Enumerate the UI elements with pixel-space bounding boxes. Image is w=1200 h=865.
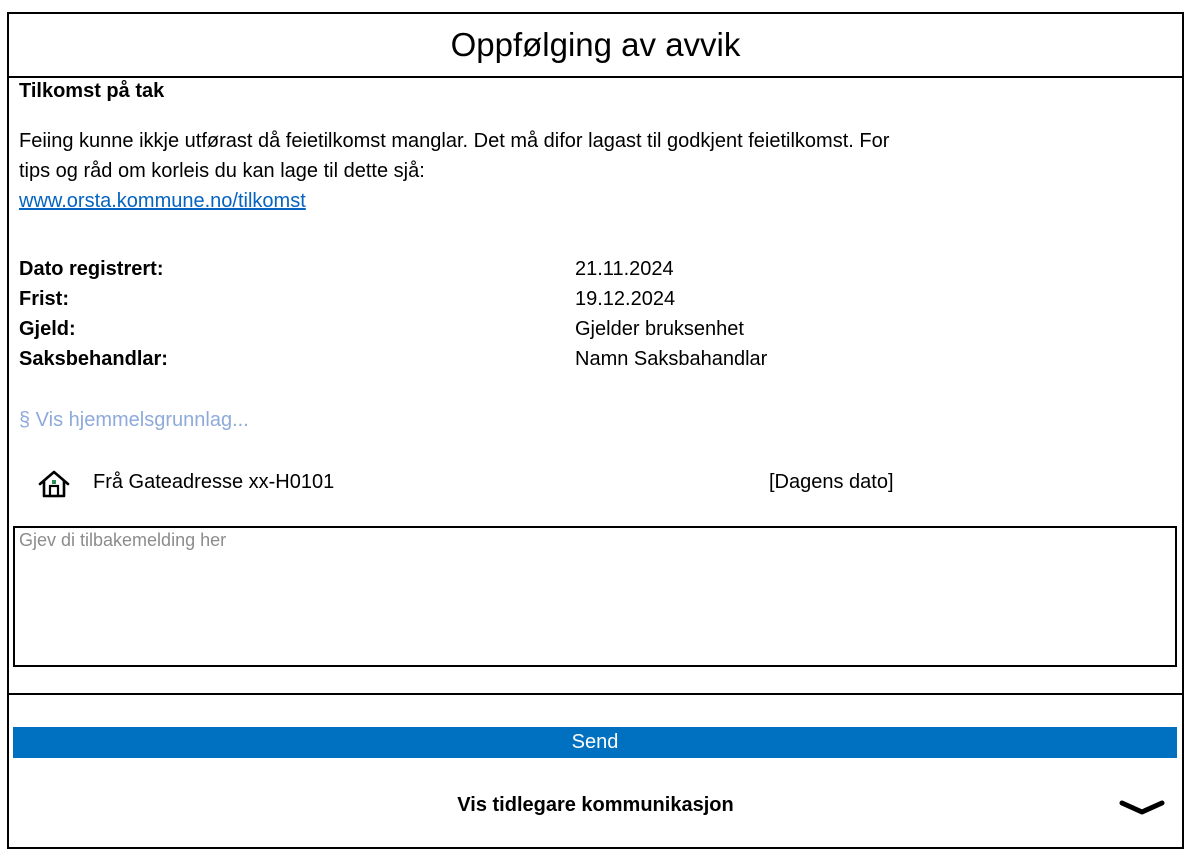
detail-value: Namn Saksbahandlar [575, 348, 768, 370]
chevron-down-icon[interactable] [1119, 798, 1165, 816]
detail-row-applies-to [19, 314, 975, 344]
detail-label: Frist: [19, 288, 69, 310]
detail-row-case-handler [19, 344, 975, 374]
detail-row-registered [19, 254, 975, 284]
message-header [37, 469, 937, 499]
send-button[interactable]: Send [13, 727, 1177, 758]
detail-label: Gjeld: [19, 318, 76, 340]
house-icon [37, 469, 71, 499]
detail-value: Gjelder bruksenhet [575, 318, 744, 340]
page-title [9, 14, 1182, 78]
deviation-subject: Tilkomst på tak [19, 80, 165, 102]
detail-value: 21.11.2024 [575, 258, 674, 280]
section-divider [9, 693, 1182, 695]
message-date: [Dagens dato] [769, 471, 894, 493]
tilkomst-link[interactable]: www.orsta.kommune.no/tilkomst [19, 190, 306, 212]
show-history-toggle[interactable] [9, 790, 1182, 820]
detail-label: Saksbehandlar: [19, 348, 168, 370]
page-title-text: Oppfølging av avvik [450, 26, 741, 63]
detail-label: Dato registrert: [19, 258, 164, 280]
deviation-description [19, 126, 899, 216]
details-table [19, 254, 975, 374]
description-text: Feiing kunne ikkje utførast då feietilkomst manglar. Det må difor lagast til godkjent feietilkomst. For tips og råd om korleis du kan lage til dette sjå: [19, 130, 890, 182]
deviation-panel [7, 12, 1184, 849]
feedback-input[interactable] [13, 526, 1177, 667]
detail-value: 19.12.2024 [575, 288, 676, 310]
history-label: Vis tidlegare kommunikasjon [457, 794, 734, 816]
message-sender: Frå Gateadresse xx-H0101 [93, 471, 335, 493]
legal-basis-link[interactable]: § Vis hjemmelsgrunnlag... [19, 409, 249, 431]
detail-row-deadline [19, 284, 975, 314]
